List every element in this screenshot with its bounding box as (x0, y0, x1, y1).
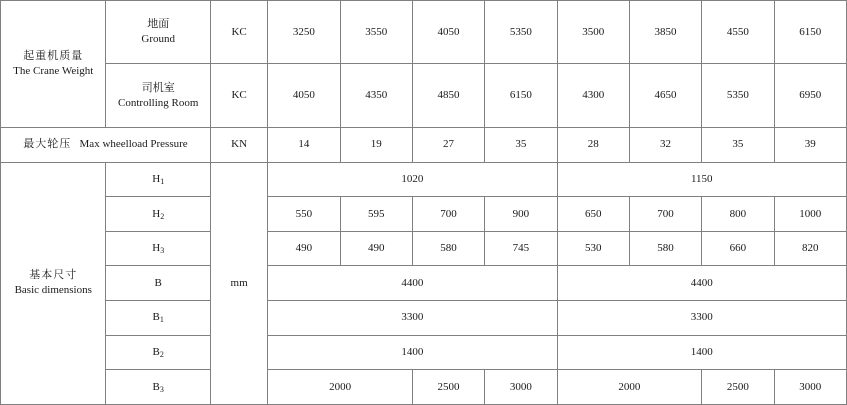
value-cell: 19 (340, 127, 412, 162)
value-cell: 35 (702, 127, 774, 162)
value-cell: 3500 (557, 1, 629, 64)
value-cell: 2000 (268, 370, 413, 405)
value-cell: 4350 (340, 64, 412, 127)
row-item-label-ground (106, 1, 210, 64)
value-cell: 2000 (557, 370, 702, 405)
value-cell: 3300 (268, 301, 557, 336)
dimension-name-h2 (106, 197, 210, 232)
dimension-name-b1 (106, 301, 210, 336)
value-cell: 900 (485, 197, 557, 232)
dimension-name-b (106, 266, 210, 301)
unit-cell: KN (210, 127, 267, 162)
value-cell: 550 (268, 197, 340, 232)
value-cell: 4050 (268, 64, 340, 127)
value-cell: 3000 (774, 370, 846, 405)
value-cell: 6150 (774, 1, 846, 64)
table-row (1, 1, 847, 64)
row-group-label-cn: 起重机质量 (23, 50, 84, 63)
value-cell: 700 (629, 197, 701, 232)
value-cell: 1150 (557, 162, 846, 197)
value-cell: 6950 (774, 64, 846, 127)
value-cell: 28 (557, 127, 629, 162)
value-cell: 1020 (268, 162, 557, 197)
table-row (1, 64, 847, 127)
value-cell: 14 (268, 127, 340, 162)
value-cell: 4300 (557, 64, 629, 127)
unit-cell-dimensions: mm (210, 162, 267, 405)
table-row (1, 231, 847, 266)
dimension-symbol: B (152, 380, 160, 393)
value-cell: 650 (557, 197, 629, 232)
value-cell: 1400 (557, 335, 846, 370)
row-item-label-en: Controlling Room (118, 96, 199, 109)
unit-cell: KC (210, 1, 267, 64)
value-cell: 580 (412, 231, 484, 266)
row-group-label-en: The Crane Weight (13, 64, 94, 77)
value-cell: 3000 (485, 370, 557, 405)
value-cell: 5350 (485, 1, 557, 64)
dimension-subscript: 1 (159, 315, 164, 325)
row-group-label-max-wheelload (1, 127, 211, 162)
row-group-label-en: Max wheelload Pressure (79, 138, 188, 151)
table-row (1, 370, 847, 405)
value-cell: 4400 (557, 266, 846, 301)
dimension-subscript: 2 (160, 211, 165, 221)
unit-cell: KC (210, 64, 267, 127)
row-group-label-crane-weight (1, 1, 106, 128)
value-cell: 4400 (268, 266, 557, 301)
value-cell: 700 (412, 197, 484, 232)
value-cell: 27 (412, 127, 484, 162)
table-row (1, 162, 847, 197)
table-row (1, 127, 847, 162)
value-cell: 39 (774, 127, 846, 162)
row-group-label-en: Basic dimensions (14, 284, 92, 297)
row-item-label-controlling-room (106, 64, 210, 127)
value-cell: 3550 (340, 1, 412, 64)
dimension-name-h1 (106, 162, 210, 197)
row-item-label-cn: 地面 (147, 18, 170, 31)
value-cell: 595 (340, 197, 412, 232)
value-cell: 660 (702, 231, 774, 266)
value-cell: 3300 (557, 301, 846, 336)
value-cell: 3850 (629, 1, 701, 64)
value-cell: 820 (774, 231, 846, 266)
dimension-symbol: H (152, 172, 161, 185)
value-cell: 4550 (702, 1, 774, 64)
dimension-name-h3 (106, 231, 210, 266)
value-cell: 580 (629, 231, 701, 266)
dimension-subscript: 3 (159, 384, 164, 394)
value-cell: 4850 (412, 64, 484, 127)
row-group-label-cn: 基本尺寸 (29, 269, 78, 282)
dimension-symbol: B (152, 346, 160, 359)
table-row (1, 266, 847, 301)
row-item-label-en: Ground (141, 33, 176, 46)
value-cell: 1000 (774, 197, 846, 232)
value-cell: 2500 (412, 370, 484, 405)
value-cell: 800 (702, 197, 774, 232)
dimension-symbol: H (152, 207, 161, 220)
value-cell: 745 (485, 231, 557, 266)
value-cell: 4650 (629, 64, 701, 127)
value-cell: 3250 (268, 1, 340, 64)
table-row (1, 301, 847, 336)
value-cell: 490 (268, 231, 340, 266)
value-cell: 35 (485, 127, 557, 162)
dimension-subscript: 1 (160, 176, 165, 186)
value-cell: 1400 (268, 335, 557, 370)
value-cell: 4050 (412, 1, 484, 64)
dimension-symbol: H (152, 242, 161, 255)
table-row (1, 335, 847, 370)
value-cell: 530 (557, 231, 629, 266)
dimension-name-b3 (106, 370, 210, 405)
value-cell: 490 (340, 231, 412, 266)
value-cell: 32 (629, 127, 701, 162)
value-cell: 6150 (485, 64, 557, 127)
dimension-name-b2 (106, 335, 210, 370)
dimension-subscript: 3 (160, 246, 165, 256)
dimension-subscript: 2 (159, 350, 164, 360)
value-cell: 2500 (702, 370, 774, 405)
table-row (1, 197, 847, 232)
row-item-label-cn: 司机室 (141, 81, 175, 94)
dimension-symbol: B (154, 276, 162, 289)
value-cell: 5350 (702, 64, 774, 127)
dimension-symbol: B (152, 311, 160, 324)
row-group-label-cn: 最大轮压 (23, 138, 72, 151)
row-group-label-basic-dimensions (1, 162, 106, 405)
